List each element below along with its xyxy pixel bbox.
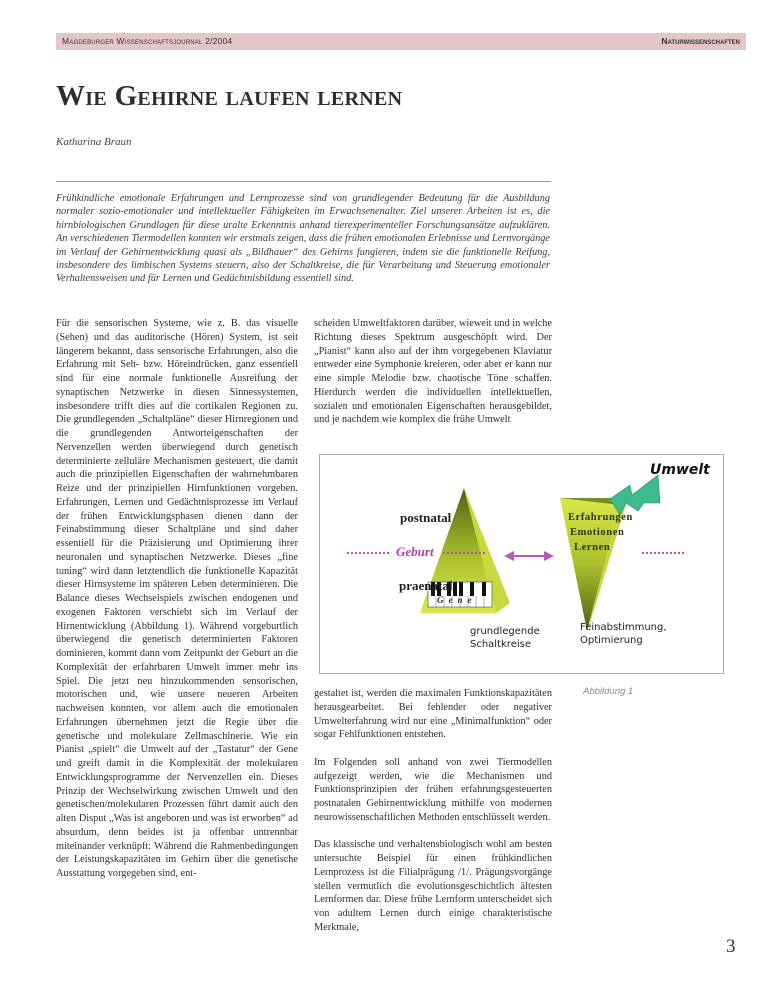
label-umwelt: Umwelt [650,462,710,478]
label-schaltkreise: Schaltkreise [470,639,531,650]
pyramid-inner-labels [568,510,633,555]
body-paragraph: scheiden Umweltfaktoren darüber, wieweit und in welche Richtung dieses Spektrum ausgeschöpft wird. Der „Pianist“ kann also auf der ihm vorgegebenen Klaviatur entweder eine Symphonie kreieren, oder aber er kann nur eine simple Melodie bzw. chaotische Töne schaffen. Hierdurch werden die individuellen intellektuellen, sozialen und emotionalen Eigenschaften herausgebildet, und je nachdem wie komplex die frühe Umwelt [314,318,552,426]
label-postnatal: postnatal [400,510,452,525]
figure-caption: Abbildung 1 [583,686,634,697]
label-optimierung: Optimierung [580,635,643,646]
birth-line-right [642,552,684,554]
birth-line-left [347,552,389,554]
body-paragraph: gestaltet ist, werden die maximalen Funktionskapazitäten herausgearbeitet. Bei fehlender oder negativer Umwelterfahrung wird nur eine „Minimalfunktion“ oder sogar Fehlfunktionen entstehen. [314,688,552,741]
label-lernen: Lernen [574,542,611,553]
body-column-middle-top [314,317,552,441]
article-title: Wie Gehirne laufen lernen [56,80,403,112]
label-praenatal: praenatal [399,578,453,593]
figure-1 [319,454,724,674]
body-paragraph: Für die sensorischen Systeme, wie z. B. das visuelle (Sehen) und das auditorische (Hören) System, ist seit längerem bekannt, dass sensorische Erfahrungen, also die Erfahrung mit Seh- bzw. Höreindrücken, ganz essentiell sind für eine normale funktionelle Ausreifung der synaptischen Netzwerke in diesen Sinnessystemen, insbesondere trifft dies auf die cortikalen Regionen zu. Die grundlegenden „Schaltpläne“ dieser Hirnregionen und die grundlegenden Antworteigenschaften der Nervenzellen werden überwiegend durch genetisch determinierte zelluläre Mechanismen gesteuert, die damit auch die prinzipiellen Eigenschaften der wahrnehmbaren Reize und der prinzipiellen Hirnfunktionen vorgeben. Erfahrungen, Lernen und Gedächtnisprozesse im Verlauf der frühen Entwicklungsphasen dienen dann der Feinabstimmung dieser Schaltpläne und sind daher essentiell für die Präzisierung und Optimierung ihrer neuronalen und synaptischen Netzwerke. Dieses „fine tuning“ wird dann letztendlich die funktionelle Kapazität dieser Hirnsysteme im späteren Leben determinieren. Die Balance dieses Wechselspiels zwischen endogenen und exogenen Faktoren verschiebt sich im Verlauf der Hirnentwicklung (Abbildung 1). Während vorgeburtlich überwiegend die genetisch determinierten Faktoren dominieren, kommt dann vom Zeitpunkt der Geburt an die Komplexität der erfahrbaren Umwelt immer mehr ins Spiel. Die jetzt neu hinzukommenden sensorischen, motorischen und, wie unsere neueren Arbeiten nachweisen konnten, vor allem auch die emotionalen Erfahrungen übernehmen jetzt die Regie über die genetische und molekulare Zellmaschinerie. Wie ein Pianist „spielt“ die Umwelt auf der „Tastatur“ der Gene und greift damit in die Komplexität der molekularen Entwicklungsprogramme der Nervenzellen ein. Dieses Prinzip der Wechselwirkung zwischen Umwelt und den genetischen/molekularen Prozessen führt damit auch den alten Disput „Was ist angeboren und was ist erworben“ ad absurdum, denn beides ist ja offenbar untrennbar miteinander verknüpft: Während die Rahmenbedingungen der Leistungskapazitäten im Gehirn über die genetische Ausstattung vorgegeben sind, ent- [56,318,298,879]
section-name: Naturwissenschaften [661,36,740,46]
body-paragraph: Im Folgenden soll anhand von zwei Tiermodellen aufgezeigt werden, wie die Mechanismen und Funktionsprinzipien der frühen erfahrungsgesteuerten postnatalen Gehirnentwicklung mithilfe von modernen neurowissenschaftlichen Methoden entschlüsselt werden. [314,756,552,823]
lightning-icon [610,475,660,515]
page-number: 3 [726,936,736,957]
running-header [56,33,746,50]
label-feinabstimmung: Feinabstimmung, [580,622,667,633]
left-pyramid-caption [470,625,540,651]
body-paragraph: Das klassische und verhaltensbiologisch wohl am besten untersuchte Beispiel für einen frühkindlichen Lernprozess ist die Filialprägung /1/. Prägungsvorgänge stellen vermutlich die evolutionsgeschichtlich ältesten Lernformen dar. Diese frühe Lernform unterscheidet sich von adultem Lernen durch einige charakteristische Merkmale, [314,839,552,933]
label-gene: Gene [437,595,477,605]
label-erfahrungen: Erfahrungen [568,512,633,523]
title-divider [56,181,551,182]
right-pyramid-caption [580,621,667,647]
label-grundlegende: grundlegende [470,626,540,637]
journal-name: Magdeburger Wissenschaftsjournal 2/2004 [62,36,233,46]
double-arrow-icon [504,551,554,561]
body-column-middle-bottom [314,687,552,948]
article-abstract: Frühkindliche emotionale Erfahrungen und Lernprozesse sind von grundlegender Bedeutung für die Ausbildung normaler sozio-emotionaler und intellektueller Fähigkeiten im Erwachsenenalter. Ziel unserer Arbeiten ist es, die hirnbiologischen Grundlagen für diese uralte Erkenntnis anhand tierexperimenteller Forschungsansätze aufzuklären. An verschiedenen Tiermodellen konnten wir erstmals zeigen, dass die frühen emotionalen Erlebnisse und Lernvorgänge im Verlauf der Gehirnentwicklung quasi als „Bildhauer“ des Gehirns fungieren, indem sie die funktionelle Reifung, insbesondere des limbischen Systems steuern, also der Schaltkreise, die für Verarbeitung und Steuerung emotionaler Verhaltensweisen und für Lernen und Gedächtnisbildung essentiell sind. [56,193,550,285]
article-author: Katharina Braun [56,136,132,148]
birth-line-mid [443,552,485,554]
body-column-left [56,317,298,895]
label-emotionen: Emotionen [570,527,625,538]
label-geburt: Geburt [396,544,434,559]
